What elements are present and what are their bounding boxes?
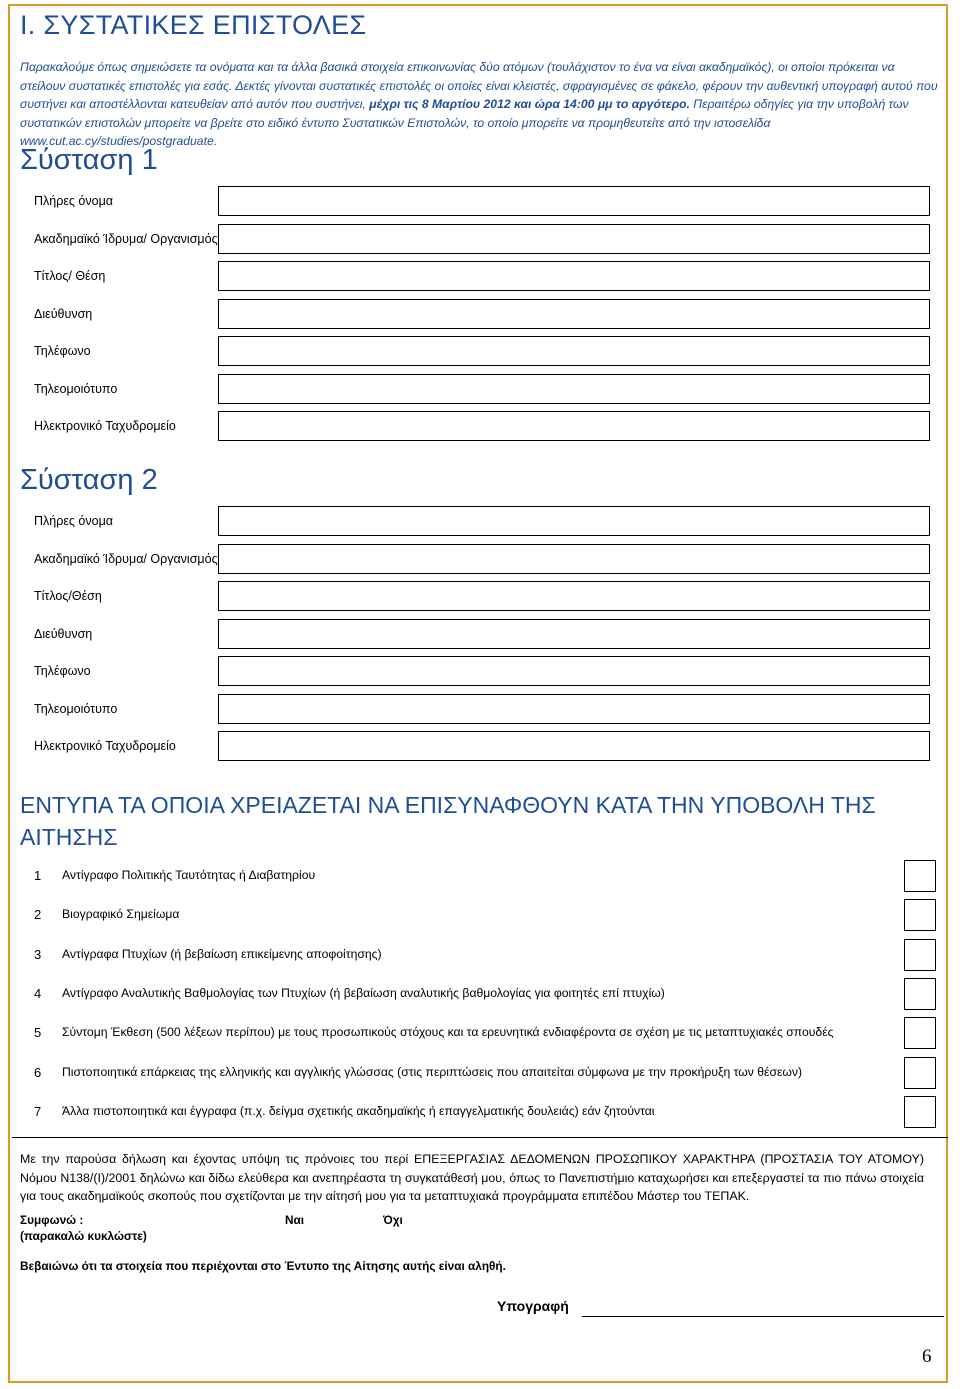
agree-label: Συμφωνώ : <box>20 1213 84 1227</box>
document-number: 1 <box>34 868 42 883</box>
document-checkbox[interactable] <box>904 899 936 931</box>
field-input[interactable] <box>218 411 930 441</box>
documents-heading <box>20 789 876 853</box>
section-heading: I. ΣΥΣΤΑΤΙΚΕΣ ΕΠΙΣΤΟΛΕΣ <box>20 10 367 40</box>
document-number: 2 <box>34 907 42 923</box>
document-number: 5 <box>34 1025 42 1041</box>
document-number: 7 <box>34 1103 42 1119</box>
confirmation-statement: Βεβαιώνω ότι τα στοιχεία που περιέχονται στο Έντυπο της Αίτησης αυτής είναι αληθή. <box>20 1259 506 1273</box>
field-input[interactable] <box>218 694 930 724</box>
field-input[interactable] <box>218 299 930 329</box>
field-input[interactable] <box>218 261 930 291</box>
divider <box>12 1137 948 1138</box>
document-checkbox[interactable] <box>904 978 936 1010</box>
field-input[interactable] <box>218 506 930 536</box>
document-number: 3 <box>34 946 42 962</box>
postgraduate-link[interactable]: www.cut.ac.cy/studies/postgraduate <box>20 134 214 148</box>
document-number: 4 <box>34 985 42 1001</box>
field-label: Ηλεκτρονικό Ταχυδρομείο <box>34 739 176 753</box>
document-item: Βιογραφικό Σημείωμα <box>62 907 180 922</box>
document-item: Αντίγραφα Πτυχίων (ή βεβαίωση επικείμενης αποφοίτησης) <box>62 946 382 961</box>
field-input[interactable] <box>218 619 930 649</box>
document-item: Άλλα πιστοποιητικά και έγγραφα (π.χ. δείγμα σχετικής ακαδημαϊκής ή επαγγελματικής δουλειάς) εάν ζητούνται <box>62 1103 655 1118</box>
document-checkbox[interactable] <box>904 860 936 892</box>
field-input[interactable] <box>218 731 930 761</box>
intro-text-1: Παρακαλούμε όπως σημειώσετε τα ονόματα και τα άλλα βασικά στοιχεία επικοινωνίας δύο ατόμων (τουλάχιστον το ένα να είναι ακαδημαϊκός), οι οποίοι πρόκειται να στείλουν συστατικές επιστολές για εσάς. Δεκτές γίνονται συστατικές επιστολές οι οποίες είναι κλειστές, σφραγισμένες σε φάκελο, φέρουν την αυθεντική υπογραφή αυτού που συστήνει και αποστέλλονται κατευθείαν από αυτόν που συστήνει, <box>20 60 938 111</box>
field-input[interactable] <box>218 336 930 366</box>
recommendation-2-title: Σύσταση 2 <box>20 464 158 496</box>
field-label: Πλήρες όνομα <box>34 514 113 528</box>
document-checkbox[interactable] <box>904 1057 936 1089</box>
field-input[interactable] <box>218 186 930 216</box>
agree-no-option[interactable]: Όχι <box>383 1213 403 1227</box>
agree-note: (παρακαλώ κυκλώστε) <box>20 1229 147 1243</box>
document-checkbox[interactable] <box>904 1017 936 1049</box>
field-label: Διεύθυνση <box>34 306 93 321</box>
document-item: Αντίγραφο Αναλυτικής Βαθμολογίας των Πτυχίων (ή βεβαίωση αναλυτικής βαθμολογίας για φοιτητές επί πτυχίω) <box>62 985 665 1000</box>
signature-label: Υπογραφή <box>497 1298 569 1314</box>
agree-yes-option[interactable]: Ναι <box>285 1213 305 1227</box>
field-label: Ακαδημαϊκό Ίδρυμα/ Οργανισμός <box>34 551 218 566</box>
intro-end: . <box>213 134 218 148</box>
document-item: Πιστοποιητικά επάρκειας της ελληνικής και αγγλικής γλώσσας (στις περιπτώσεις που απαιτείται σύμφωνα με την προκήρυξη των θέσεων) <box>62 1064 803 1079</box>
consent-text: Με την παρούσα δήλωση και έχοντας υπόψη τις πρόνοιες του περί ΕΠΕΞΕΡΓΑΣΙΑΣ ΔΕΔΟΜΕΝΩΝ ΠΡΟΣΩΠΙΚΟΥ ΧΑΡΑΚΤΗΡΑ (ΠΡΟΣΤΑΣΙΑ ΤΟΥ ΑΤΟΜΟΥ) Νόμου Ν138/(Ι)/2001 δηλώνω και δίδω ελεύθερα και ανεπηρέαστα τη συγκατάθεσή μου, όπως το Πανεπιστήμιο καταχωρήσει και επεξεργαστεί τα πιο πάνω στοιχεία για τους ακαδημαϊκούς σκοπούς που σχετίζονται με την αίτησή μου για τα μεταπτυχιακά προγράμματα επιπέδου Μάστερ του ΤΕΠΑΚ. <box>20 1152 924 1204</box>
field-label: Ηλεκτρονικό Ταχυδρομείο <box>34 419 176 433</box>
field-input[interactable] <box>218 374 930 404</box>
field-input[interactable] <box>218 656 930 686</box>
field-input[interactable] <box>218 581 930 611</box>
document-checkbox[interactable] <box>904 939 936 971</box>
field-input[interactable] <box>218 544 930 574</box>
field-input[interactable] <box>218 224 930 254</box>
field-label: Τίτλος/ Θέση <box>34 269 106 283</box>
field-label: Διεύθυνση <box>34 626 93 641</box>
intro-deadline: μέχρι τις 8 Μαρτίου 2012 και ώρα 14:00 μμ το αργότερο. <box>369 97 690 111</box>
field-label: Τηλέφωνο <box>34 344 91 358</box>
intro-paragraph <box>20 58 938 151</box>
documents-heading-line-2: ΑΙΤΗΣΗΣ <box>20 824 118 850</box>
document-item: Αντίγραφο Πολιτικής Ταυτότητας ή Διαβατηρίου <box>62 868 316 882</box>
field-label: Τηλεομοιότυπο <box>34 701 118 716</box>
documents-heading-line-1: ΕΝΤΥΠΑ ΤΑ ΟΠΟΙΑ ΧΡΕΙΑΖΕΤΑΙ ΝΑ ΕΠΙΣΥΝΑΦΘΟΥΝ ΚΑΤΑ ΤΗΝ ΥΠΟΒΟΛΗ ΤΗΣ <box>20 792 876 818</box>
field-label: Ακαδημαϊκό Ίδρυμα/ Οργανισμός <box>34 231 218 246</box>
signature-line[interactable] <box>582 1316 944 1317</box>
document-number: 6 <box>34 1064 42 1080</box>
field-label: Πλήρες όνομα <box>34 194 113 208</box>
field-label: Τίτλος/Θέση <box>34 589 102 603</box>
field-label: Τηλέφωνο <box>34 664 91 678</box>
recommendation-1-title: Σύσταση 1 <box>20 144 158 176</box>
field-label: Τηλεομοιότυπο <box>34 381 118 396</box>
document-checkbox[interactable] <box>904 1096 936 1128</box>
page-number: 6 <box>922 1346 932 1367</box>
document-item: Σύντομη Έκθεση (500 λέξεων περίπου) με τους προσωπικούς στόχους και τα ερευνητικά ενδιαφέροντα σε σχέση με τις μεταπτυχιακές σπουδές <box>62 1025 834 1040</box>
intro-text-2: Περαιτέρω οδηγίες για την υποβολή των συστατικών επιστολών μπορείτε να βρείτε στο ειδικό έντυπο Συστατικών Επιστολών, το οποίο μπορείτε να προμηθευτείτε από την ιστοσελίδα <box>20 97 909 130</box>
